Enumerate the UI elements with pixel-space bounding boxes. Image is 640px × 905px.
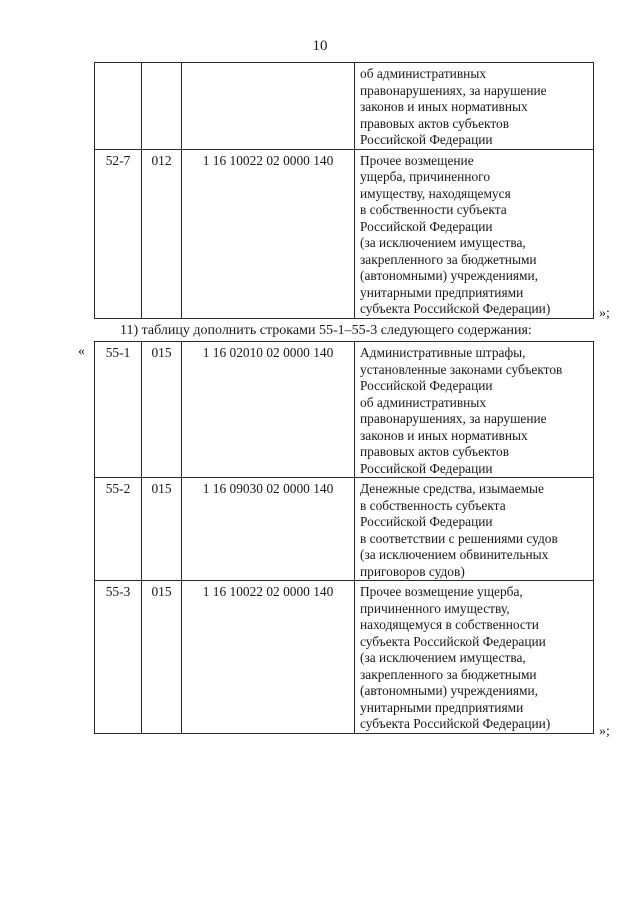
revenue-codes-table-continued [94,62,594,319]
description-line: в соответствии с решениями судов [360,530,558,546]
description-line: закрепленного за бюджетными [360,251,537,267]
admin-code-cell: 015 [142,581,182,734]
description-line: Прочее возмещение [360,152,474,168]
revenue-description-cell [355,63,594,150]
table1-body [95,63,594,319]
description-line: (автономными) учреждениями, [360,683,539,698]
table-row [95,581,594,734]
description-line: (за исключением обвинительных [360,547,549,562]
row-number-cell [95,63,142,150]
description-line: законов и иных нормативных [360,99,528,114]
description-line: причиненного имуществу, [360,600,510,616]
description-line: унитарными предприятиями [360,284,524,300]
description-line: субъекта Российской Федерации [360,633,546,649]
budget-code-cell: 1 16 09030 02 0000 140 [182,478,355,581]
row-number-cell: 52-7 [95,149,142,318]
row-number-cell: 55-1 [95,342,142,478]
description-line: Российской Федерации [360,132,493,147]
revenue-description-cell [355,478,594,581]
description-line: субъекта Российской Федерации) [360,716,551,731]
description-line: в собственность субъекта [360,497,506,513]
revenue-codes-table-new-rows [94,341,594,734]
description-line: об административных [360,66,487,81]
description-line: приговоров судов) [360,563,465,579]
opening-quote: « [78,344,85,359]
description-line: закрепленного за бюджетными [360,666,537,682]
description-line: установленные законами субъектов [360,361,563,377]
revenue-description-cell [355,149,594,318]
table-row [95,63,594,150]
description-line: Административные штрафы, [360,345,526,360]
description-line: Российской Федерации [360,514,493,529]
row-number-cell: 55-2 [95,478,142,581]
description-line: Денежные средства, изымаемые [360,481,544,496]
row-number-cell: 55-3 [95,581,142,734]
description-line: (автономными) учреждениями, [360,268,539,283]
page-number: 10 [312,38,328,54]
table2-body [95,342,594,734]
description-line: правовых актов субъектов [360,444,510,459]
description-line: ущерба, причиненного [360,169,491,184]
closing-quote: »; [599,306,610,321]
description-line: законов и иных нормативных [360,427,528,443]
description-line: имуществу, находящемуся [360,185,511,201]
admin-code-cell [142,63,182,150]
description-line: (за исключением имущества, [360,650,526,665]
description-line: Российской Федерации [360,460,493,476]
description-line: правонарушениях, за нарушение [360,411,547,426]
budget-code-cell [182,63,355,150]
admin-code-cell: 012 [142,149,182,318]
description-line: в собственности субъекта [360,202,507,217]
description-line: Российской Федерации [360,378,493,393]
description-line: об административных [360,394,487,410]
admin-code-cell: 015 [142,342,182,478]
table-row [95,149,594,318]
budget-code-cell: 1 16 02010 02 0000 140 [182,342,355,478]
revenue-description-cell [355,581,594,734]
description-line: субъекта Российской Федерации) [360,301,551,316]
closing-quote: »; [599,724,610,739]
description-line: находящемуся в собственности [360,617,539,632]
description-line: правонарушениях, за нарушение [360,82,547,98]
table-row [95,342,594,478]
description-line: Прочее возмещение ущерба, [360,584,523,599]
budget-code-cell: 1 16 10022 02 0000 140 [182,581,355,734]
description-line: Российской Федерации [360,218,493,234]
description-line: унитарными предприятиями [360,699,524,715]
amendment-instruction: 11) таблицу дополнить строками 55-1–55-3 следующего содержания: [120,323,532,338]
admin-code-cell: 015 [142,478,182,581]
budget-code-cell: 1 16 10022 02 0000 140 [182,149,355,318]
revenue-description-cell [355,342,594,478]
description-line: правовых актов субъектов [360,115,510,131]
table-row [95,478,594,581]
description-line: (за исключением имущества, [360,235,526,250]
